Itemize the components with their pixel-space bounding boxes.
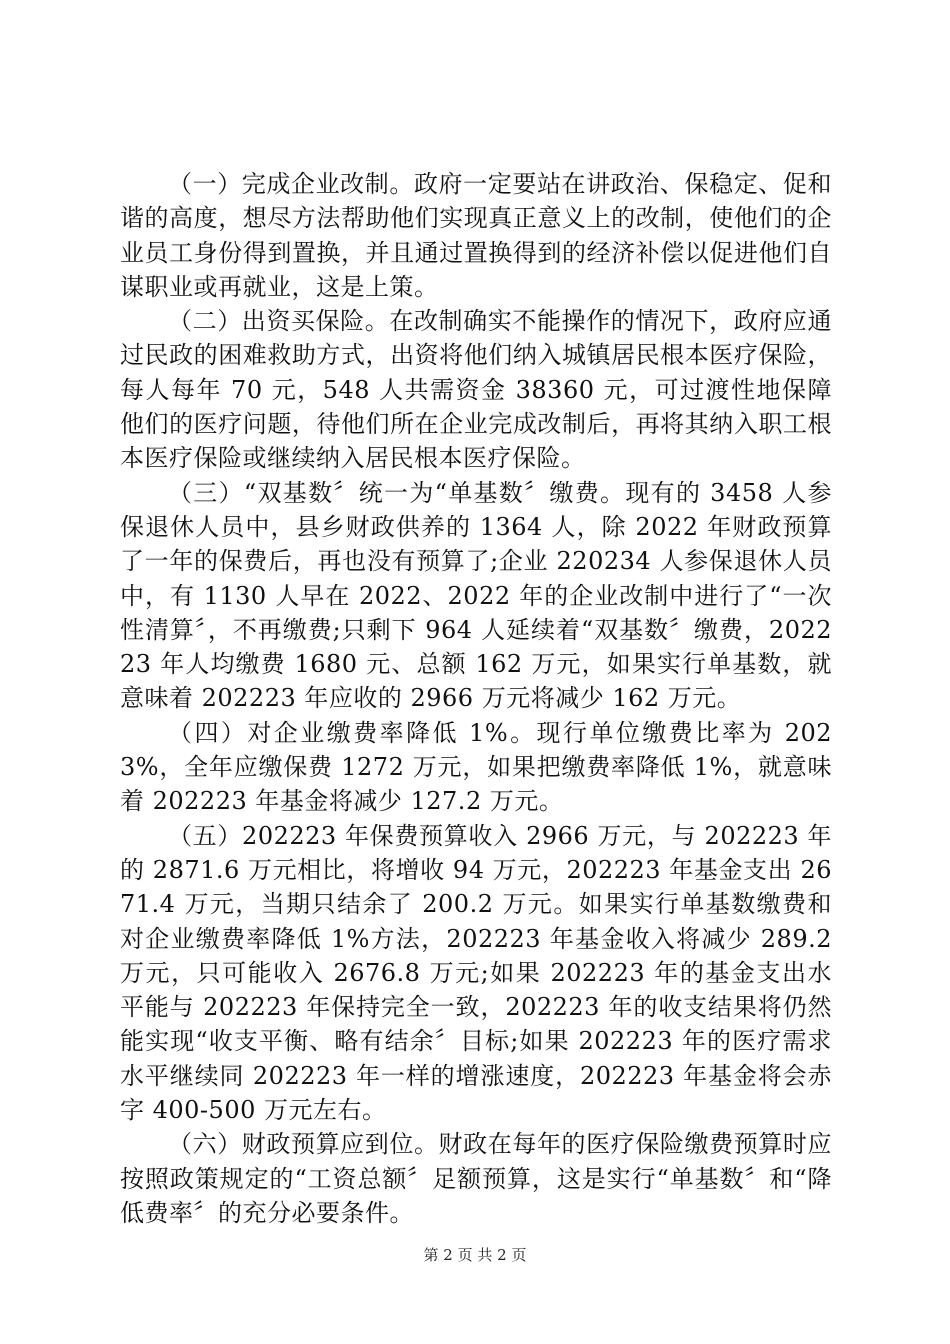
paragraph-2: （二）出资买保险。在改制确实不能操作的情况下，政府应通过民政的困难救助方式，出资将他们纳入城镇居民根本医疗保险，每人每年 70 元，548 人共需资金 38360 元，可过渡性地保障他们的医疗问题，待他们所在企业完成改制后，再将其纳入职工根本医疗保险或继续纳入居民根本医疗保险。 — [120, 307, 832, 473]
paragraph-1: （一）完成企业改制。政府一定要站在讲政治、保稳定、促和谐的高度，想尽方法帮助他们实现真正意义上的改制，使他们的企业员工身份得到置换，并且通过置换得到的经济补偿以促进他们自谋职业或再就业，这是上策。 — [120, 170, 832, 301]
paragraph-4: （四）对企业缴费率降低 1%。现行单位缴费比率为 2023%，全年应缴保费 1272 万元，如果把缴费率降低 1%，就意味着 202223 年基金将减少 127.2 万元。 — [120, 718, 832, 816]
paragraph-5: （五）202223 年保费预算收入 2966 万元，与 202223 年的 2871.6 万元相比，将增收 94 万元，202223 年基金支出 2671.4 万元，当期只结余了 200.2 万元。如果实行单基数缴费和对企业缴费率降低 1%方法，202223 年基金收入将减少 289.2 万元，只可能收入 2676.8 万元;如果 202223 年的基金支出水平能与 202223 年保持完全一致，202223 年的收支结果将仍然能实现“收支平衡、略有结余〞目标;如果 202223 年的医疗需求水平继续同 202223 年一样的增涨速度，202223 年基金将会赤字 400-500 万元左右。 — [120, 821, 832, 1125]
paragraph-6: （六）财政预算应到位。财政在每年的医疗保险缴费预算时应按照政策规定的“工资总额〞足额预算，这是实行“单基数〞和“降低费率〞的充分必要条件。 — [120, 1130, 832, 1227]
paragraph-3: （三）“双基数〞统一为“单基数〞缴费。现有的 3458 人参保退休人员中，县乡财政供养的 1364 人，除 2022 年财政预算了一年的保费后，再也没有预算了;企业 220234 人参保退休人员中，有 1130 人早在 2022、2022 年的企业改制中进行了“一次性清算〞，不再缴费;只剩下 964 人延续着“双基数〞缴费，202223 年人均缴费 1680 元、总额 162 万元，如果实行单基数，就意味着 202223 年应收的 2966 万元将减少 162 万元。 — [120, 478, 832, 713]
document-body — [120, 167, 832, 1230]
page-footer: 第 2 页 共 2 页 — [423, 1246, 527, 1264]
